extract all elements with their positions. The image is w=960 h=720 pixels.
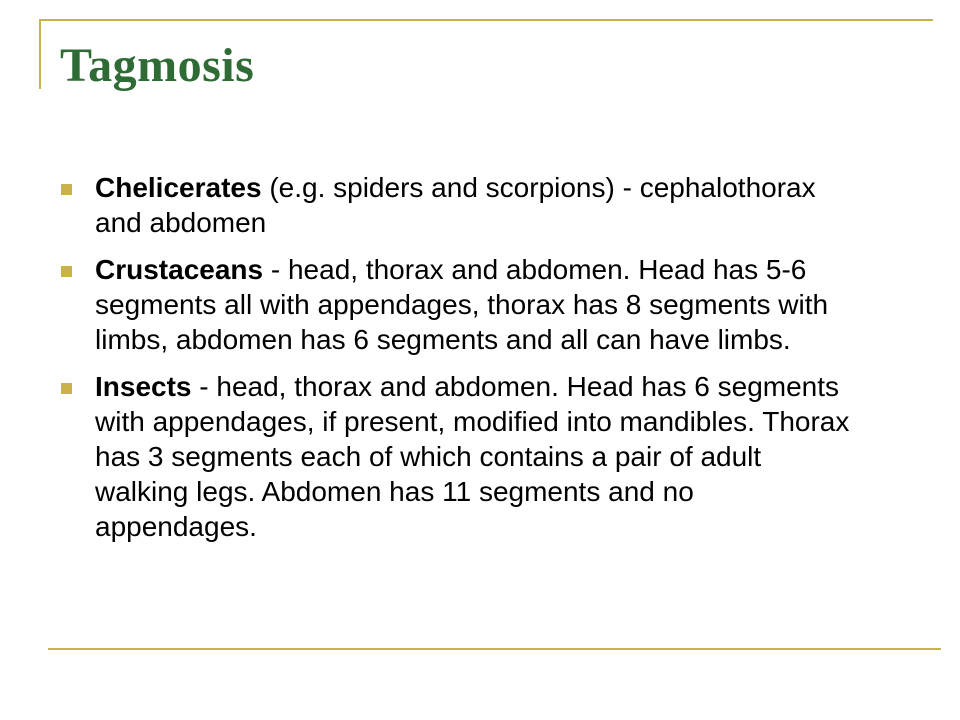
bullet-item-chelicerates: [60, 170, 860, 240]
slide-top-rule: [40, 19, 933, 21]
bullet-item-crustaceans: [60, 252, 860, 357]
bullet-text: - head, thorax and abdomen. Head has 6 segments with appendages, if present, modified into mandibles. Thorax has 3 segments each of which contains a pair of adult walking legs. Abdomen has 11 segments and no appendages.: [95, 371, 850, 542]
square-bullet-icon: [61, 184, 72, 195]
bullet-item-insects: [60, 369, 860, 544]
bullet-text: (e.g. spiders and scorpions) - cephalothorax and abdomen: [95, 172, 816, 238]
bullet-term: Insects: [95, 371, 192, 402]
bullet-term: Crustaceans: [95, 254, 264, 285]
bullet-term: Chelicerates: [95, 172, 262, 203]
slide-left-rule: [39, 19, 41, 89]
square-bullet-icon: [61, 266, 72, 277]
slide-title: Tagmosis: [60, 39, 255, 92]
slide-bottom-rule: [48, 648, 941, 650]
bullet-list: [60, 170, 860, 556]
square-bullet-icon: [61, 383, 72, 394]
bullet-text: - head, thorax and abdomen. Head has 5-6 segments all with appendages, thorax has 8 segments with limbs, abdomen has 6 segments and all can have limbs.: [95, 254, 829, 355]
